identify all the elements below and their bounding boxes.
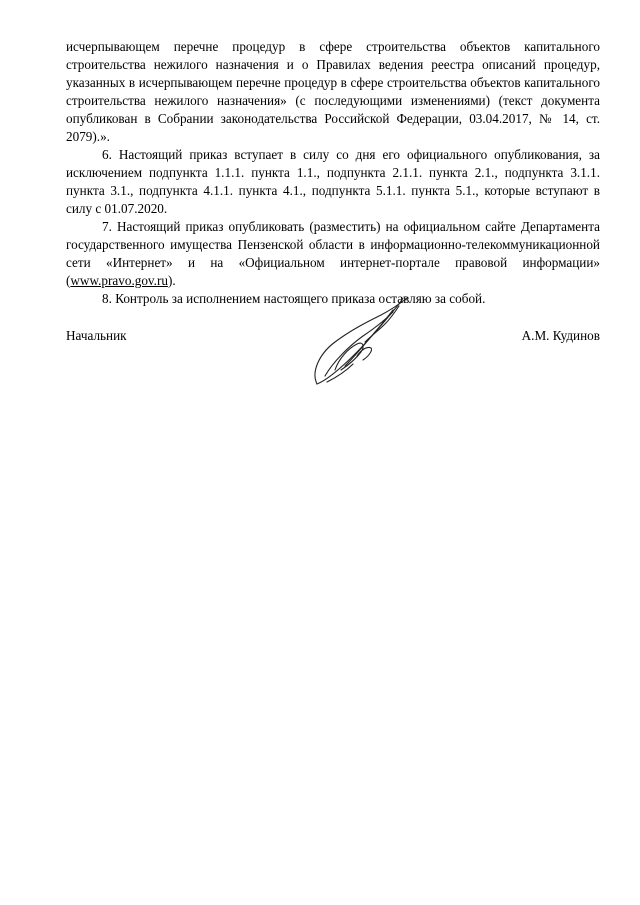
handwritten-signature-icon [305, 292, 415, 392]
paragraph-7 [66, 218, 600, 290]
paragraph-7-text: 7. Настоящий приказ опубликовать (разместить) на официальном сайте Департамента государственного имущества Пензенской области в информационно-телекоммуникационной сети «Интернет» и на «Официальном интернет-портале правовой информации» ( [66, 219, 600, 288]
paragraph-7-tail: ). [167, 273, 176, 288]
document-body [66, 38, 600, 308]
paragraph-8: 8. Контроль за исполнением настоящего приказа оставляю за собой. [102, 291, 486, 306]
signer-position: Начальник [66, 328, 127, 343]
paragraph-continuation: исчерпывающем перечне процедур в сфере строительства объектов капитального строительства нежилого назначения и о Правилах ведения реестра описаний процедур, указанных в исчерпывающем перечне процедур в сфере строительства объектов капитального строительства нежилого назначения» (с последующими изменениями) (текст документа опубликован в Собрании законодательства Российской Федерации, 03.04.2017, № 14, ст. 2079).». [66, 39, 600, 144]
signer-name: А.М. Кудинов [521, 328, 600, 343]
paragraph-6: 6. Настоящий приказ вступает в силу со дня его официального опубликования, за исключением подпункта 1.1.1. пункта 1.1., подпункта 2.1.1. пункта 2.1., подпункта 3.1.1. пункта 3.1., подпункта 4.1.1. пункта 4.1., подпункта 5.1.1. пункта 5.1., которые вступают в силу с 01.07.2020. [66, 147, 600, 216]
pravo-gov-link[interactable]: www.pravo.gov.ru [70, 273, 168, 288]
